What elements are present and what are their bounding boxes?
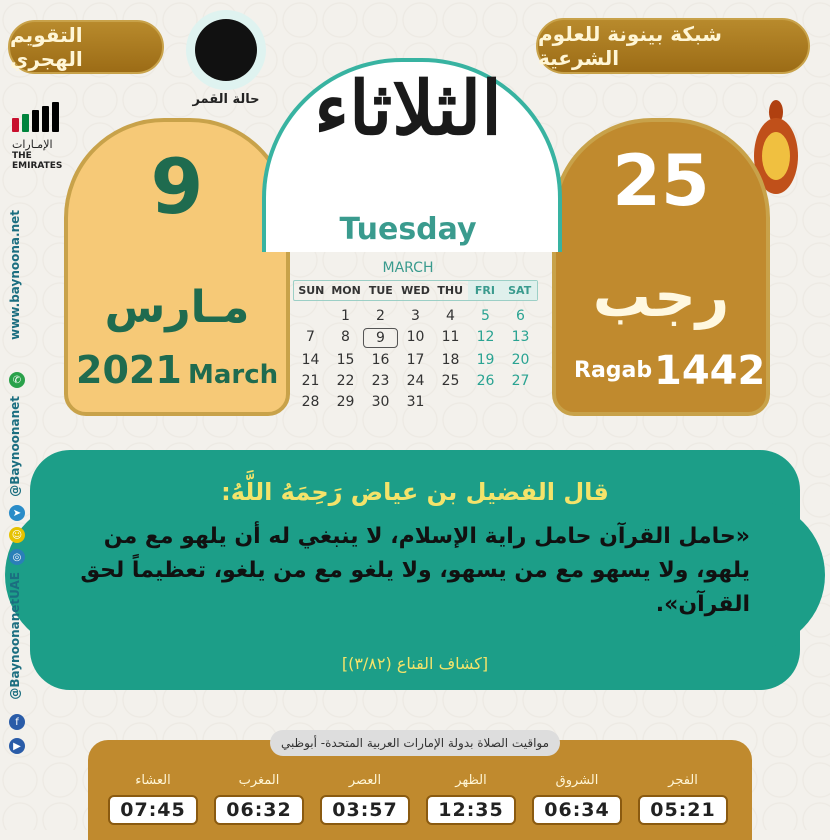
handle-baynoonanet[interactable]: @Baynoonanet: [8, 396, 22, 497]
calendar-day: 26: [476, 373, 495, 389]
prayer-name: الشروق: [555, 773, 599, 788]
facebook-icon[interactable]: f: [9, 714, 25, 730]
calendar-day: 19: [476, 352, 495, 368]
calendar-day: 14: [301, 352, 320, 368]
instagram-icon[interactable]: ◎: [9, 549, 25, 565]
youtube-icon[interactable]: ▶: [9, 738, 25, 754]
calendar-day: 28: [301, 394, 320, 410]
hijri-calendar-badge: التقويم الهجري: [8, 20, 164, 74]
hijri-day: 25: [612, 140, 710, 222]
prayer-time: 12:35: [426, 795, 516, 825]
gregorian-month-ar: مـارس: [104, 282, 250, 333]
gregorian-day: 9: [150, 142, 204, 231]
calendar-day: 7: [306, 329, 315, 345]
calendar-day: 1: [341, 308, 350, 324]
hijri-month-en: Ragab: [574, 358, 653, 383]
calendar-grid: [293, 307, 538, 411]
prayer-time: 06:34: [532, 795, 622, 825]
calendar-day: 3: [411, 308, 420, 324]
gregorian-year: 2021: [76, 348, 182, 392]
prayer-name: الظهر: [455, 773, 487, 788]
calendar-day: 25: [441, 373, 460, 389]
hijri-year: 1442: [654, 348, 766, 394]
calendar-day: 16: [371, 352, 390, 368]
calendar-day: 6: [516, 308, 525, 324]
weekday-en: Tuesday: [339, 212, 477, 247]
calendar-day: 13: [511, 329, 530, 345]
weekday-ar: الثلاثاء: [314, 66, 502, 152]
month-calendar: [293, 280, 538, 411]
calendar-day: 9: [363, 328, 398, 348]
calendar-header: [293, 280, 538, 301]
emirates-flag-icon: [12, 96, 82, 132]
prayer-time-cell: [638, 773, 728, 825]
calendar-day: 11: [441, 329, 460, 345]
calendar-day: 10: [406, 329, 425, 345]
calendar-day: [293, 307, 328, 325]
calendar-weekday-tue: TUE: [368, 284, 393, 297]
calendar-day: 20: [511, 352, 530, 368]
calendar-day: 15: [336, 352, 355, 368]
calendar-day: 22: [336, 373, 355, 389]
gregorian-date-panel: [64, 118, 290, 416]
calendar-day: 4: [446, 308, 455, 324]
calendar-weekday-sat: SAT: [502, 281, 537, 300]
calendar-day: 2: [376, 308, 385, 324]
moon-label: حالة القمر: [192, 92, 260, 107]
gregorian-month-en: March: [188, 360, 279, 390]
quote-text: «حامل القرآن حامل راية الإسلام، لا ينبغي له أن يلهو مع من يلهو، ولا يسهو مع من يسهو، ولا يلغو مع من يلغو، تعظيماً لحق القرآن».: [80, 524, 750, 617]
prayer-times-label: مواقيت الصلاة بدولة الإمارات العربية المتحدة- أبوظبي: [270, 730, 560, 756]
calendar-weekday-fri: FRI: [468, 281, 503, 300]
prayer-name: المغرب: [238, 773, 280, 788]
quote-title: قال الفضيل بن عياض رَحِمَهُ اللَّهُ:: [221, 478, 609, 506]
prayer-time: 05:21: [638, 795, 728, 825]
moon-phase: [186, 10, 266, 90]
calendar-day: 21: [301, 373, 320, 389]
calendar-day: 5: [481, 308, 490, 324]
snapchat-icon[interactable]: ☺: [9, 527, 25, 543]
calendar-day: [503, 393, 538, 411]
website-text[interactable]: www.baynoona.net: [8, 210, 22, 340]
hijri-month-ar: رجب: [592, 262, 730, 330]
calendar-day: 17: [406, 352, 425, 368]
calendar-day: [433, 393, 468, 411]
prayer-time-cell: [108, 773, 198, 825]
prayer-time-cell: [426, 773, 516, 825]
prayer-time-cell: [532, 773, 622, 825]
quote-source: [كشاف القناع (٣/٨٢)]: [341, 654, 489, 673]
handle-baynoonanetuae[interactable]: @BaynoonanetUAE: [8, 572, 22, 700]
calendar-day: [468, 393, 503, 411]
calendar-day: 18: [441, 352, 460, 368]
calendar-weekday-sun: SUN: [298, 284, 325, 297]
prayer-times-row: [108, 773, 728, 825]
emirates-en-text: THE EMIRATES: [12, 151, 63, 171]
telegram-icon[interactable]: ➤: [9, 505, 25, 521]
calendar-day: 12: [476, 329, 495, 345]
calendar-month-caption: MARCH: [382, 260, 434, 276]
calendar-day: 8: [341, 329, 350, 345]
calendar-weekday-wed: WED: [401, 284, 430, 297]
moon-icon: [195, 19, 257, 81]
calendar-weekday-thu: THU: [437, 284, 464, 297]
hijri-date-panel: [552, 118, 770, 416]
prayer-name: الفجر: [668, 773, 698, 788]
emirates-ar-text: الإمـارات: [12, 138, 53, 151]
prayer-time: 06:32: [214, 795, 304, 825]
calendar-weekday-mon: MON: [331, 284, 361, 297]
calendar-day: 24: [406, 373, 425, 389]
calendar-day: 29: [336, 394, 355, 410]
calendar-day: 23: [371, 373, 390, 389]
prayer-time: 03:57: [320, 795, 410, 825]
prayer-name: العشاء: [135, 773, 171, 788]
calendar-day: 27: [511, 373, 530, 389]
calendar-day: 30: [371, 394, 390, 410]
whatsapp-icon[interactable]: ✆: [9, 372, 25, 388]
calendar-day: 31: [406, 394, 425, 410]
prayer-time: 07:45: [108, 795, 198, 825]
prayer-time-cell: [214, 773, 304, 825]
network-badge: شبكة بينونة للعلوم الشرعية: [536, 18, 810, 74]
prayer-time-cell: [320, 773, 410, 825]
prayer-name: العصر: [348, 773, 382, 788]
